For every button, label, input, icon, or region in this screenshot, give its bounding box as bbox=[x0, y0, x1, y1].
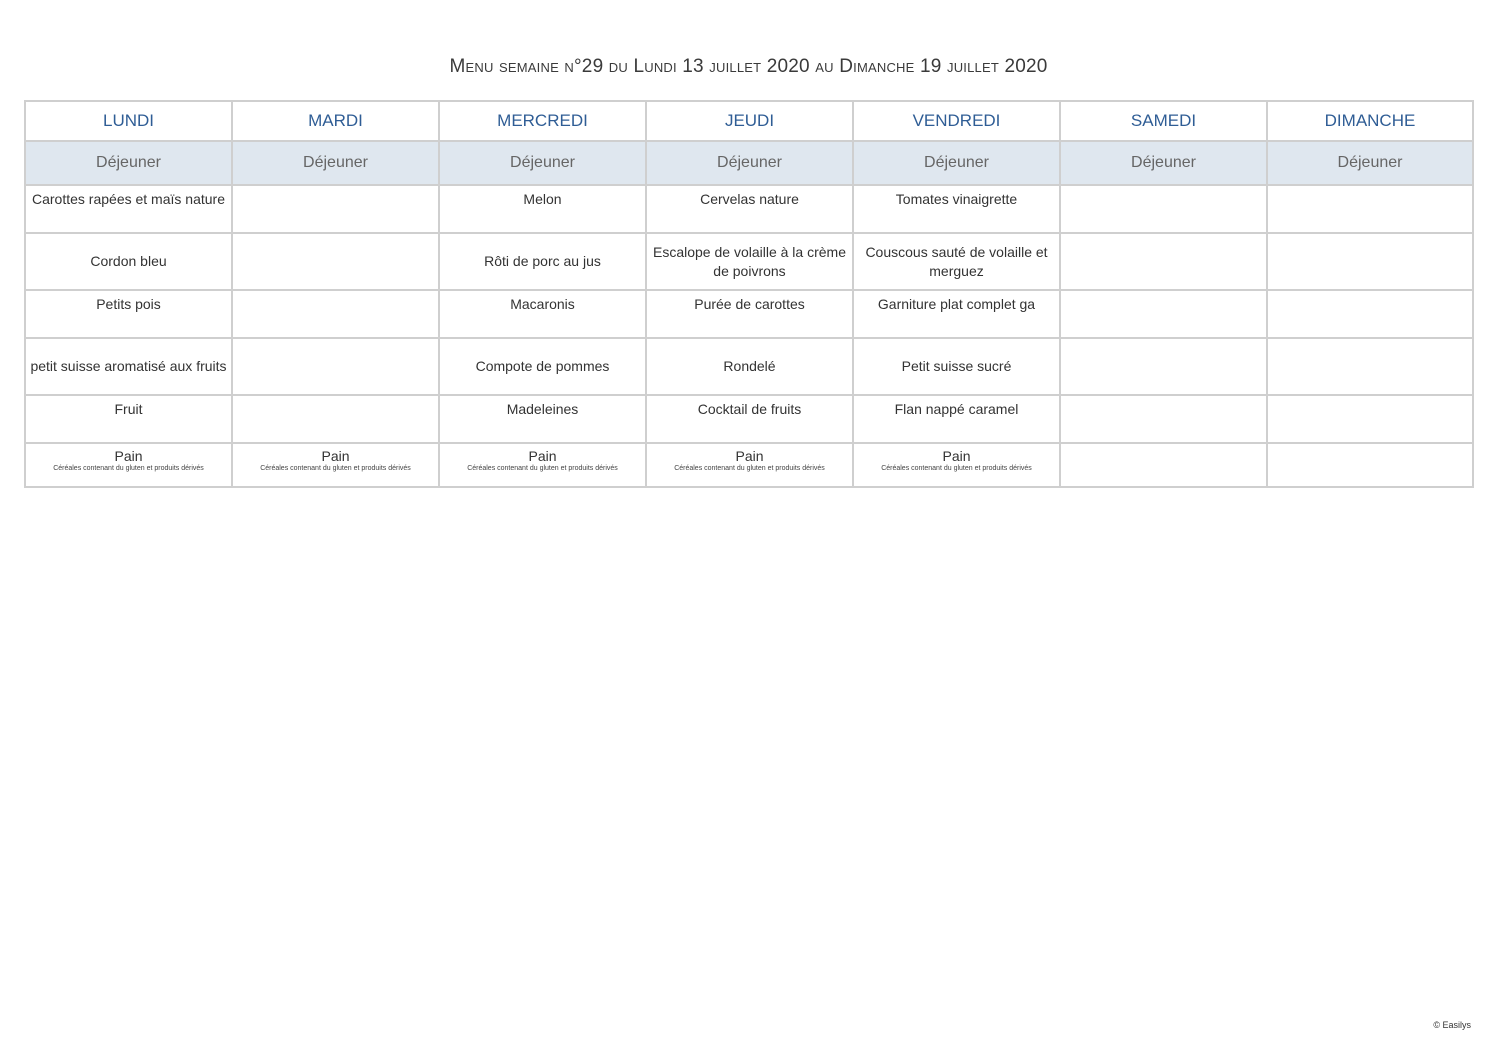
dish-cell: Fruit bbox=[25, 395, 232, 443]
bread-cell bbox=[1267, 443, 1473, 487]
day-header-mardi: MARDI bbox=[232, 101, 439, 141]
dish-cell: Garniture plat complet ga bbox=[853, 290, 1060, 338]
bread-cell bbox=[1060, 443, 1267, 487]
dish-cell bbox=[232, 233, 439, 290]
day-header-jeudi: JEUDI bbox=[646, 101, 853, 141]
dish-cell: Flan nappé caramel bbox=[853, 395, 1060, 443]
main-course-row bbox=[25, 233, 1473, 290]
dish-cell bbox=[1267, 290, 1473, 338]
dish-cell bbox=[232, 290, 439, 338]
allergen-note: Céréales contenant du gluten et produits dérivés bbox=[467, 465, 618, 472]
meal-label: Déjeuner bbox=[646, 141, 853, 185]
dish-cell bbox=[1267, 233, 1473, 290]
meal-label: Déjeuner bbox=[853, 141, 1060, 185]
page-title: Menu semaine n°29 du Lundi 13 juillet 2020 au Dimanche 19 juillet 2020 bbox=[449, 56, 1048, 77]
bread-name: Pain bbox=[735, 448, 764, 464]
day-header-samedi: SAMEDI bbox=[1060, 101, 1267, 141]
dish-cell bbox=[232, 395, 439, 443]
dairy-row bbox=[25, 338, 1473, 395]
bread-name: Pain bbox=[942, 448, 971, 464]
day-header-row bbox=[25, 101, 1473, 141]
meal-label: Déjeuner bbox=[1267, 141, 1473, 185]
dish-cell: Tomates vinaigrette bbox=[853, 185, 1060, 233]
bread-cell bbox=[439, 443, 646, 487]
bread-cell bbox=[646, 443, 853, 487]
dish-cell: Macaronis bbox=[439, 290, 646, 338]
dish-cell bbox=[1060, 233, 1267, 290]
dish-cell: Cervelas nature bbox=[646, 185, 853, 233]
meal-label-row bbox=[25, 141, 1473, 185]
bread-name: Pain bbox=[528, 448, 557, 464]
dish-cell bbox=[1267, 395, 1473, 443]
dish-cell bbox=[1267, 185, 1473, 233]
dish-cell: Rôti de porc au jus bbox=[439, 233, 646, 290]
dish-cell bbox=[1060, 395, 1267, 443]
day-header-mercredi: MERCREDI bbox=[439, 101, 646, 141]
dish-cell: Petits pois bbox=[25, 290, 232, 338]
starter-row bbox=[25, 185, 1473, 233]
bread-cell bbox=[25, 443, 232, 487]
allergen-note: Céréales contenant du gluten et produits dérivés bbox=[674, 465, 825, 472]
dish-cell bbox=[1267, 338, 1473, 395]
bread-name: Pain bbox=[321, 448, 350, 464]
dish-cell bbox=[1060, 338, 1267, 395]
weekly-menu-table bbox=[24, 100, 1474, 488]
dish-cell bbox=[232, 338, 439, 395]
day-header-lundi: LUNDI bbox=[25, 101, 232, 141]
dish-cell bbox=[232, 185, 439, 233]
dish-cell: Escalope de volaille à la crème de poivrons bbox=[646, 233, 853, 290]
bread-cell bbox=[232, 443, 439, 487]
dish-cell: Carottes rapées et maïs nature bbox=[25, 185, 232, 233]
dish-cell: Melon bbox=[439, 185, 646, 233]
dish-cell: Petit suisse sucré bbox=[853, 338, 1060, 395]
dish-cell: petit suisse aromatisé aux fruits bbox=[25, 338, 232, 395]
dish-cell: Compote de pommes bbox=[439, 338, 646, 395]
dish-cell bbox=[1060, 185, 1267, 233]
bread-name: Pain bbox=[114, 448, 143, 464]
dish-cell: Rondelé bbox=[646, 338, 853, 395]
bread-cell bbox=[853, 443, 1060, 487]
meal-label: Déjeuner bbox=[1060, 141, 1267, 185]
allergen-note: Céréales contenant du gluten et produits dérivés bbox=[260, 465, 411, 472]
meal-label: Déjeuner bbox=[25, 141, 232, 185]
meal-label: Déjeuner bbox=[232, 141, 439, 185]
dish-cell bbox=[1060, 290, 1267, 338]
day-header-dimanche: DIMANCHE bbox=[1267, 101, 1473, 141]
copyright-footer: © Easilys bbox=[1433, 1020, 1471, 1030]
dish-cell: Madeleines bbox=[439, 395, 646, 443]
dish-cell: Purée de carottes bbox=[646, 290, 853, 338]
bread-row bbox=[25, 443, 1473, 487]
allergen-note: Céréales contenant du gluten et produits dérivés bbox=[881, 465, 1032, 472]
meal-label: Déjeuner bbox=[439, 141, 646, 185]
dish-cell: Cocktail de fruits bbox=[646, 395, 853, 443]
side-dish-row bbox=[25, 290, 1473, 338]
allergen-note: Céréales contenant du gluten et produits dérivés bbox=[53, 465, 204, 472]
day-header-vendredi: VENDREDI bbox=[853, 101, 1060, 141]
dish-cell: Couscous sauté de volaille et merguez bbox=[853, 233, 1060, 290]
dish-cell: Cordon bleu bbox=[25, 233, 232, 290]
dessert-row bbox=[25, 395, 1473, 443]
